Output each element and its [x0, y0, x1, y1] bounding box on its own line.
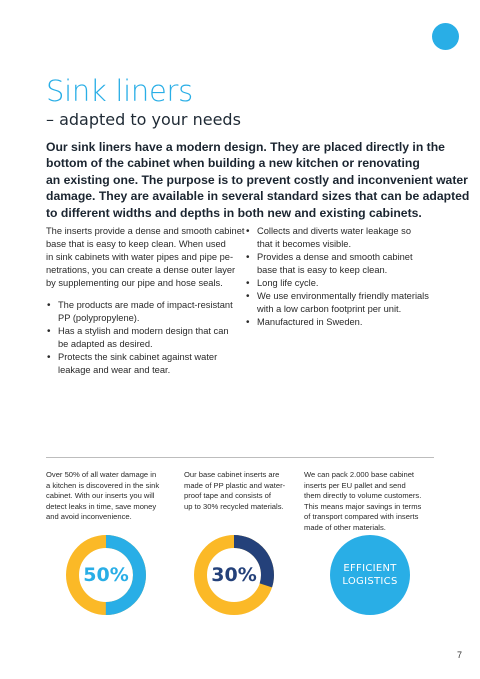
stat-line: and avoid inconvenience. — [46, 512, 132, 521]
bullet-item — [46, 351, 246, 377]
right-bullet-list — [245, 225, 445, 329]
stat-line: a kitchen is discovered in the sink — [46, 480, 160, 490]
bullet-line: leakage and wear and tear. — [58, 365, 171, 375]
body-line: in sink cabinets with water pipes and pipe pe- — [46, 252, 234, 262]
bullet-item — [46, 325, 246, 351]
bullet-line: PP (polypropylene). — [58, 313, 140, 323]
stat-line: them directly to volume customers. — [304, 491, 422, 500]
badge-line: LOGISTICS — [342, 576, 398, 587]
bullet-line: • Manufactured in Sweden. — [257, 317, 363, 327]
badge-line: EFFICIENT — [343, 563, 397, 574]
bullet-line: base that is easy to keep clean. — [257, 265, 388, 275]
page-title: Sink liners — [46, 74, 193, 108]
body-line: by supplementing our pipe and hose seals. — [46, 278, 223, 288]
lead-line: damage. They are available in several standard sizes that can be adapted — [46, 189, 470, 204]
page-subtitle: – adapted to your needs — [46, 110, 241, 129]
corner-dot — [432, 23, 459, 50]
right-column — [245, 225, 445, 329]
bullet-line: • Protects the sink cabinet against water — [58, 352, 218, 362]
donut-30-percent — [194, 535, 274, 615]
stat-line: This means major savings in terms — [304, 501, 422, 511]
lead-paragraph — [46, 139, 470, 221]
stat-text-water-damage — [46, 470, 159, 523]
stat-line: inserts per EU pallet and send — [304, 480, 406, 490]
donut-50-label: 50% — [83, 564, 129, 586]
bullet-item — [245, 225, 445, 251]
body-paragraph — [46, 225, 246, 290]
bullet-item — [245, 251, 445, 277]
efficient-logistics-badge — [330, 535, 410, 615]
stat-line: up to 30% recycled materials. — [184, 501, 284, 511]
stat-line: Our base cabinet inserts are — [184, 470, 280, 479]
stat-line: Over 50% of all water damage in — [46, 470, 157, 479]
bullet-line: • Has a stylish and modern design that can — [58, 326, 229, 336]
bullet-item — [245, 290, 445, 316]
body-line: The inserts provide a dense and smooth cabinet — [46, 226, 245, 236]
stat-line: proof tape and consists of — [184, 491, 271, 500]
stat-line: We can pack 2.000 base cabinet — [304, 470, 415, 479]
bullet-line: that it becomes visible. — [257, 239, 352, 249]
stat-line: made of other materials. — [304, 522, 386, 532]
left-bullet-list — [46, 299, 246, 377]
bullet-line: be adapted as desired. — [58, 339, 153, 349]
stat-line: made of PP plastic and water- — [184, 480, 286, 490]
lead-line: Our sink liners have a modern design. They are placed directly in the — [46, 140, 445, 154]
donut-50-percent — [66, 535, 146, 615]
page-number: 7 — [457, 650, 463, 660]
bullet-line: • The products are made of impact-resistant — [58, 300, 233, 310]
bullet-line: • Provides a dense and smooth cabinet — [257, 252, 413, 262]
donut-30-label: 30% — [211, 564, 257, 586]
lead-line: to different widths and depths in both new and existing cabinets. — [46, 205, 422, 220]
lead-line: an existing one. The purpose is to prevent costly and inconvenient water — [46, 172, 468, 187]
stat-line: cabinet. With our inserts you will — [46, 491, 155, 500]
bullet-line: with a low carbon footprint per unit. — [257, 304, 402, 314]
bullet-item — [245, 316, 445, 329]
body-line: netrations, you can create a dense outer layer — [46, 265, 236, 275]
bullet-item — [245, 277, 445, 290]
bullet-line: • We use environmentally friendly materials — [257, 291, 429, 301]
bullet-line: • Collects and diverts water leakage so — [257, 226, 411, 236]
stat-line: detect leaks in time, save money — [46, 501, 157, 511]
section-divider — [46, 457, 434, 458]
left-column — [46, 225, 246, 377]
lead-line: bottom of the cabinet when building a new kitchen or renovating — [46, 156, 420, 171]
bullet-line: • Long life cycle. — [257, 278, 319, 288]
stat-line: of transport compared with inserts — [304, 512, 419, 521]
bullet-item — [46, 299, 246, 325]
stat-text-recycled — [184, 470, 285, 512]
logistics-badge-label — [330, 535, 410, 615]
body-line: base that is easy to keep clean. When used — [46, 239, 226, 249]
stat-text-logistics — [304, 470, 421, 533]
